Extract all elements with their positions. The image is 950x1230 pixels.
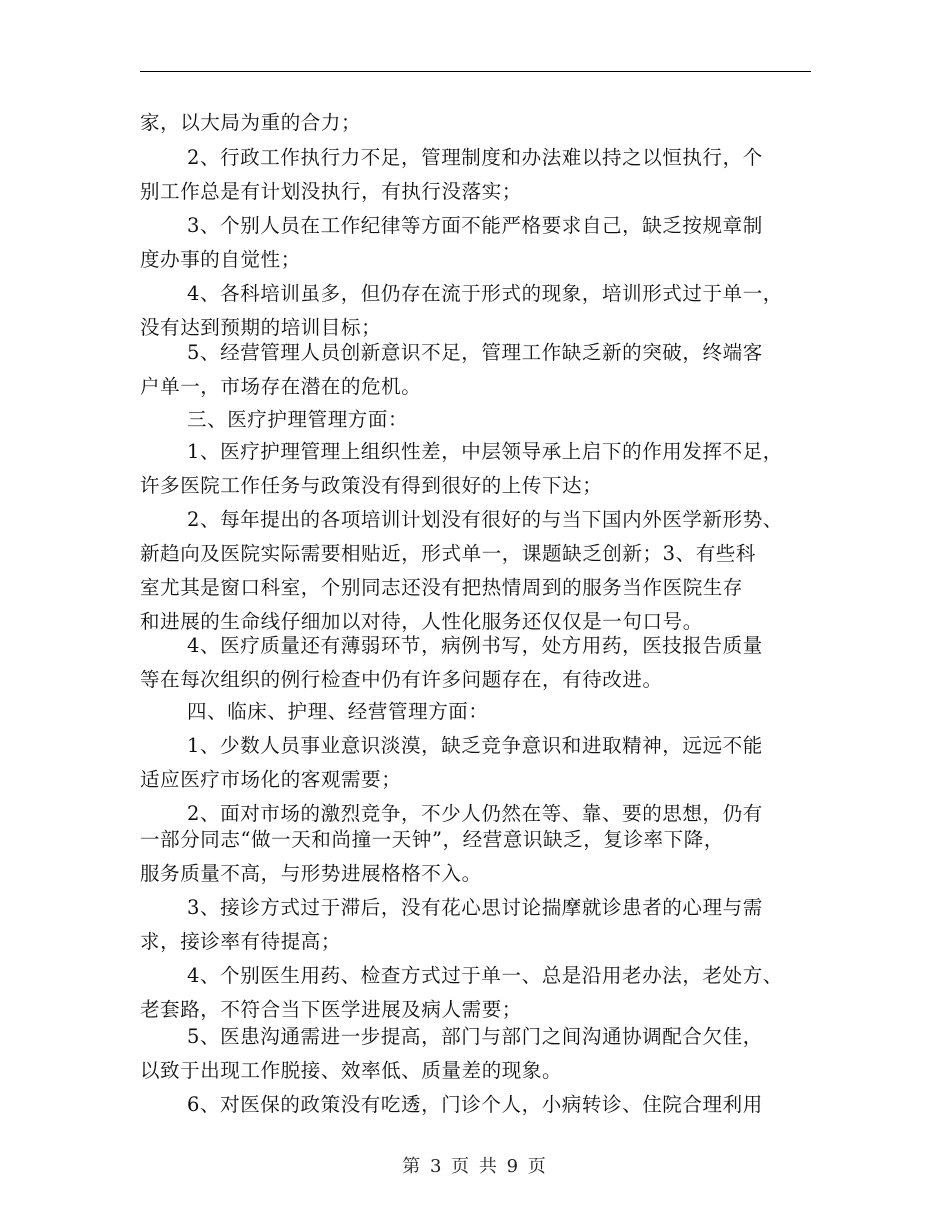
- text-line: 1、医疗护理管理上组织性差，中层领导承上启下的作用发挥不足，: [187, 440, 783, 463]
- text-line: 3、个别人员在工作纪律等方面不能严格要求自己，缺乏按规章制: [187, 214, 763, 237]
- section-heading: 三、医疗护理管理方面：: [187, 408, 409, 431]
- text-line: 5、经营管理人员创新意识不足，管理工作缺乏新的突破，终端客: [187, 341, 763, 364]
- text-line: 5、医患沟通需进一步提高，部门与部门之间沟通协调配合欠佳，: [187, 1025, 763, 1048]
- text-line: 和进展的生命线仔细加以对待，人性化服务还仅仅是一句口号。: [140, 610, 703, 633]
- text-line: 适应医疗市场化的客观需要；: [140, 768, 402, 791]
- text-line: 别工作总是有计划没执行，有执行没落实；: [140, 180, 522, 203]
- text-line: 没有达到预期的培训目标；: [140, 316, 382, 339]
- text-line: 一部分同志“做一天和尚撞一天钟”，经营意识缺乏，复诊率下降，: [140, 828, 724, 851]
- text-line: 2、每年提出的各项培训计划没有很好的与当下国内外医学新形势、: [187, 508, 783, 531]
- text-line: 以致于出现工作脱接、效率低、质量差的现象。: [140, 1059, 563, 1082]
- text-line: 1、少数人员事业意识淡漠，缺乏竞争意识和进取精神，远远不能: [187, 734, 763, 757]
- text-line: 许多医院工作任务与政策没有得到很好的上传下达；: [140, 474, 603, 497]
- section-heading: 四、临床、护理、经营管理方面：: [187, 700, 489, 723]
- text-line: 求，接诊率有待提高；: [140, 930, 342, 953]
- text-line: 3、接诊方式过于滞后，没有花心思讨论揣摩就诊患者的心理与需: [187, 896, 763, 919]
- text-line: 4、医疗质量还有薄弱环节，病例书写，处方用药，医技报告质量: [187, 634, 763, 657]
- page-number-footer: 第 3 页 共 9 页: [402, 1156, 548, 1177]
- text-line: 4、各科培训虽多，但仍存在流于形式的现象，培训形式过于单一，: [187, 282, 783, 305]
- text-line: 室尤其是窗口科室，个别同志还没有把热情周到的服务当作医院生存: [140, 576, 744, 599]
- text-line: 度办事的自觉性；: [140, 248, 301, 271]
- text-line: 2、行政工作执行力不足，管理制度和办法难以持之以恒执行，个: [187, 146, 763, 169]
- text-line: 老套路，不符合当下医学进展及病人需要；: [140, 998, 522, 1021]
- text-line: 4、个别医生用药、检查方式过于单一、总是沿用老办法，老处方、: [187, 964, 783, 987]
- text-line: 6、对医保的政策没有吃透，门诊个人，小病转诊、住院合理利用: [187, 1093, 763, 1116]
- text-line: 服务质量不高，与形势进展格格不入。: [140, 862, 482, 885]
- text-line: 等在每次组织的例行检查中仍有许多问题存在，有待改进。: [140, 668, 663, 691]
- text-line: 家，以大局为重的合力；: [140, 111, 362, 134]
- text-line: 新趋向及医院实际需要相贴近，形式单一，课题缺乏创新；3、有些科: [140, 542, 757, 565]
- text-line: 2、面对市场的激烈竞争，不少人仍然在等、靠、要的思想，仍有: [187, 802, 763, 825]
- text-line: 户单一，市场存在潜在的危机。: [140, 375, 422, 398]
